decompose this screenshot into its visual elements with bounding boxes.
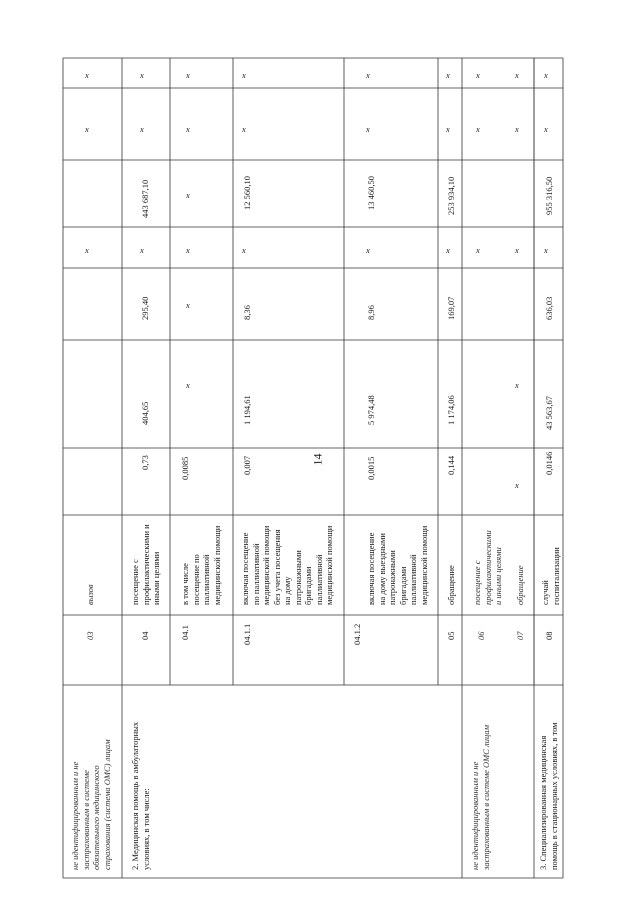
row-04-1-2-col5: 13 460,50 <box>366 176 376 210</box>
row-05-col1: 0,144 <box>446 455 456 475</box>
row-04-1-1-col6: x <box>242 124 246 134</box>
row-unit-07: обращение <box>515 565 525 605</box>
row-label-04: 2. Медицинская помощь в амбулаторных условиях, в том числе: <box>130 721 151 870</box>
row-code-03: 03 <box>85 631 95 640</box>
row-08-col3: 636,03 <box>544 296 554 320</box>
row-label-06: не идентифицированным и не застрахованным в системе ОМС лицам <box>470 724 491 870</box>
row-03-col7: x <box>85 70 89 80</box>
row-05-col3: 169,07 <box>446 296 456 320</box>
row-07-col1: x <box>515 480 519 490</box>
row-label-03: не идентифицированным и не застрахованным в системе обязательного медицинского страхования (система ОМС) лицам <box>70 739 112 870</box>
row-unit-04-1-2: включая посещение на дому выездными патронажными бригадами паллиативной медицинской помощи <box>366 525 429 605</box>
row-04-1-1-col5: 12 560,10 <box>242 176 252 210</box>
row-07-col4: x <box>515 245 519 255</box>
row-07-col2: x <box>515 380 519 390</box>
row-unit-06: посещение с профилактическими и иными целями <box>472 530 503 605</box>
row-05-col5: 253 934,10 <box>446 176 456 215</box>
row-code-08: 08 <box>544 631 554 640</box>
row-code-06: 06 <box>476 631 486 640</box>
row-label-08: 3. Специализированная медицинская помощь в стационарных условиях, в том <box>538 722 559 870</box>
row-04-1-2-col6: x <box>366 124 370 134</box>
page-number: 14 <box>310 453 325 466</box>
row-unit-05: обращение <box>446 565 456 605</box>
row-05-col2: 1 174,06 <box>446 395 456 425</box>
row-04-1-2-col3: 8,96 <box>366 305 376 320</box>
row-04-1-1-col2: 1 194,61 <box>242 395 252 425</box>
row-08-col7: x <box>544 70 548 80</box>
row-07-col7: x <box>515 70 519 80</box>
row-08-col6: x <box>544 124 548 134</box>
row-unit-04: посещение с профилактическими и иными целями <box>130 524 161 605</box>
row-04-1-1-col3: 8,36 <box>242 305 252 320</box>
row-06-col6: x <box>476 124 480 134</box>
row-unit-04-1: в том числе посещение по паллиативной медицинской помощи <box>180 525 222 605</box>
row-04-col1: 0,73 <box>140 455 150 470</box>
row-04-1-col7: x <box>186 70 190 80</box>
row-04-1-2-col4: x <box>366 245 370 255</box>
row-06-col4: x <box>476 245 480 255</box>
row-code-04-1-1: 04.1.1 <box>242 623 252 645</box>
row-04-1-col4: x <box>186 245 190 255</box>
row-04-1-2-col1: 0,0015 <box>366 456 376 480</box>
row-code-05: 05 <box>446 631 456 640</box>
row-04-1-1-col7: x <box>242 70 246 80</box>
row-04-1-1-col1: 0,007 <box>242 455 252 475</box>
row-07-col6: x <box>515 124 519 134</box>
row-05-col6: x <box>446 124 450 134</box>
row-04-col2: 404,65 <box>140 401 150 425</box>
row-08-col4: x <box>544 245 548 255</box>
row-08-col1: 0,0146 <box>544 451 554 475</box>
row-04-1-col5: x <box>186 190 190 200</box>
row-04-col6: x <box>140 124 144 134</box>
row-04-1-col2: x <box>186 380 190 390</box>
row-05-col4: x <box>446 245 450 255</box>
row-code-07: 07 <box>515 631 525 640</box>
row-04-col3: 295,40 <box>140 296 150 320</box>
row-unit-04-1-1: включая посещение по паллиативной медицинской помощи без учета посещения на дому патронажными бригадами паллиативной медицинской помощи <box>240 525 334 605</box>
row-code-04-1: 04.1 <box>180 625 190 640</box>
row-code-04: 04 <box>140 631 150 640</box>
row-code-04-1-2: 04.1.2 <box>352 623 362 645</box>
row-08-col5: 955 316,50 <box>544 176 554 215</box>
row-04-col5: 443 687,10 <box>140 179 150 218</box>
row-04-col7: x <box>140 70 144 80</box>
row-03-col4: x <box>85 245 89 255</box>
row-04-1-2-col7: x <box>366 70 370 80</box>
row-04-1-col3: x <box>186 300 190 310</box>
row-04-col4: x <box>140 245 144 255</box>
row-04-1-col6: x <box>186 124 190 134</box>
row-05-col7: x <box>446 70 450 80</box>
row-unit-08: случай госпитализации <box>540 547 561 605</box>
row-08-col2: 43 563,67 <box>544 396 554 430</box>
row-04-1-col1: 0,0085 <box>180 456 190 480</box>
row-unit-03: вызов <box>85 584 95 605</box>
row-06-col7: x <box>476 70 480 80</box>
row-03-col6: x <box>85 124 89 134</box>
row-04-1-2-col2: 5 974,48 <box>366 395 376 425</box>
row-04-1-1-col4: x <box>242 245 246 255</box>
